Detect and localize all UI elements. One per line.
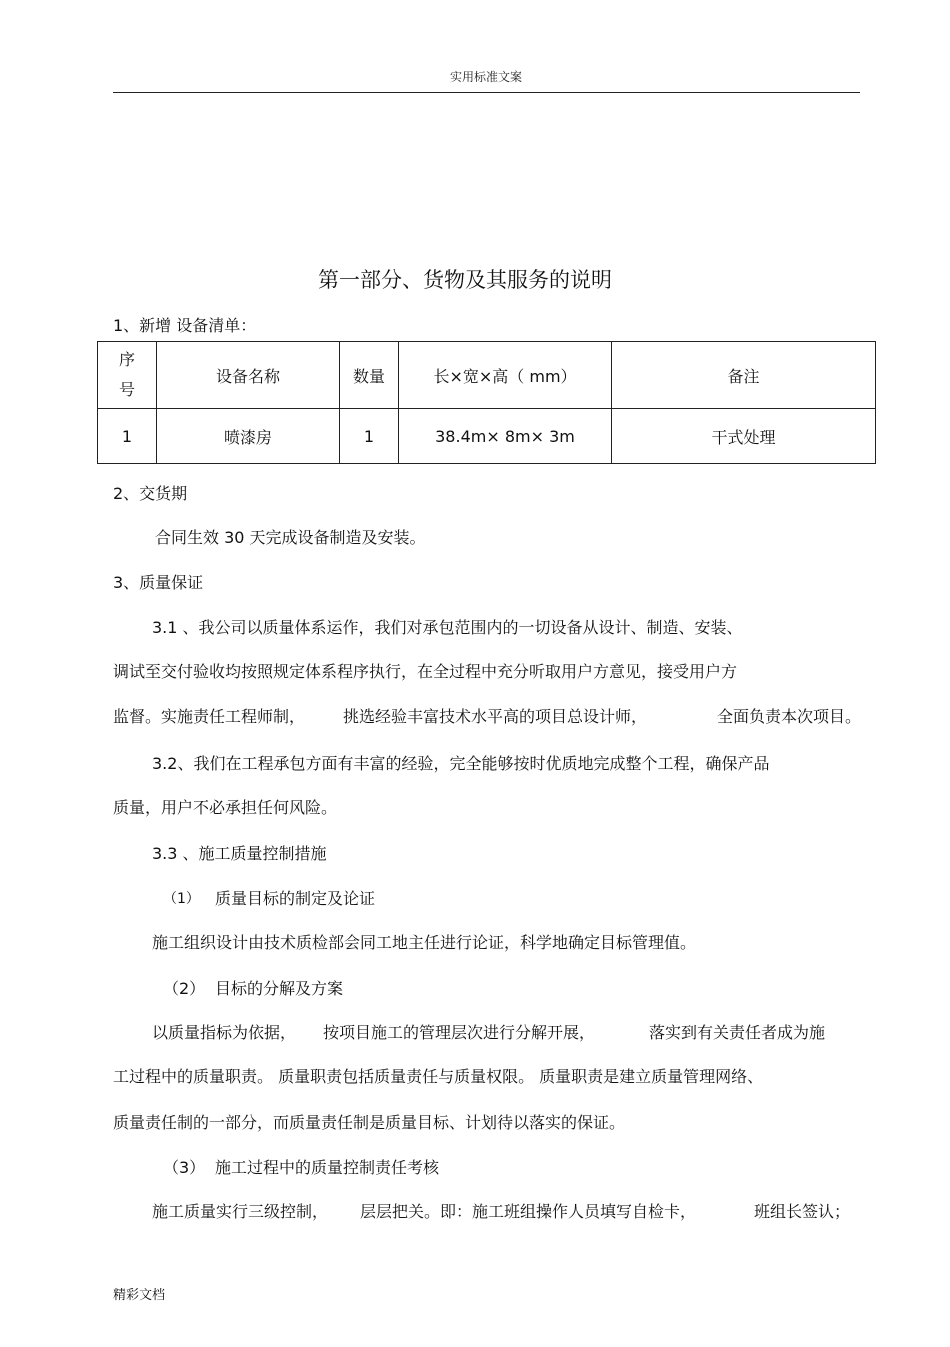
header-divider xyxy=(113,92,860,93)
item1-text: 施工组织设计由技术质检部会同工地主任进行论证，科学地确定目标管理值。 xyxy=(152,933,697,952)
p32-line2: 质量，用户不必承担任何风险。 xyxy=(113,798,338,817)
item1-title: 质量目标的制定及论证 xyxy=(215,889,376,908)
item2-line1a: 以质量指标为依据， xyxy=(152,1023,297,1042)
p31-line3c: 全面负责本次项目。 xyxy=(717,707,862,726)
p31-line3b: 挑选经验丰富技术水平高的项目总设计师， xyxy=(343,707,648,726)
item2-line1c: 落实到有关责任者成为施 xyxy=(649,1023,826,1042)
table-cell-note: 干式处理 xyxy=(612,409,876,464)
item2-title: 目标的分解及方案 xyxy=(215,979,344,998)
table-cell-no: 1 xyxy=(98,409,157,464)
table-header-row xyxy=(98,342,876,409)
page-header: 实用标准文案 xyxy=(449,70,522,84)
page-footer: 精彩文档 xyxy=(113,1288,166,1303)
section2-text: 合同生效 30 天完成设备制造及安装。 xyxy=(155,528,426,547)
p31-line2: 调试至交付验收均按照规定体系程序执行，在全过程中充分听取用户方意见，接受用户方 xyxy=(113,662,738,681)
item3-line1c: 班组长签认； xyxy=(754,1202,851,1221)
item3-line1a: 施工质量实行三级控制， xyxy=(152,1202,329,1221)
p31-line3a: 监督。实施责任工程师制， xyxy=(113,707,306,726)
table-header-cell: 长×宽×高（ mm） xyxy=(399,342,612,409)
table-cell-size: 38.4m× 8m× 3m xyxy=(399,409,612,464)
section2-heading: 2、交货期 xyxy=(113,484,188,503)
item2-line1b: 按项目施工的管理层次进行分解开展， xyxy=(323,1023,596,1042)
section1-heading: 1、新增 设备清单： xyxy=(113,316,257,335)
table-header-cell: 序 号 xyxy=(98,342,157,409)
table-header-cell: 数量 xyxy=(340,342,399,409)
item3-title: 施工过程中的质量控制责任考核 xyxy=(215,1158,440,1177)
item3-line1b: 层层把关。即：施工班组操作人员填写自检卡， xyxy=(360,1202,697,1221)
item1-number: （1） xyxy=(163,891,200,907)
table-cell-name: 喷漆房 xyxy=(157,409,340,464)
p31-line1: 3.1 、我公司以质量体系运作，我们对承包范围内的一切设备从设计、制造、安装、 xyxy=(152,618,743,637)
equipment-table xyxy=(97,341,876,464)
table-cell-qty: 1 xyxy=(340,409,399,464)
item2-number: （2） xyxy=(163,979,206,998)
item2-line3: 质量责任制的一部分，而质量责任制是质量目标、计划待以落实的保证。 xyxy=(113,1113,626,1132)
table-header-cell: 备注 xyxy=(612,342,876,409)
page-title: 第一部分、货物及其服务的说明 xyxy=(318,268,612,292)
item2-line2: 工过程中的质量职责。 质量职责包括质量责任与质量权限。 质量职责是建立质量管理网络、 xyxy=(113,1067,764,1086)
p33-heading: 3.3 、施工质量控制措施 xyxy=(152,844,327,863)
section3-heading: 3、质量保证 xyxy=(113,573,204,592)
table-header-cell: 设备名称 xyxy=(157,342,340,409)
item3-number: （3） xyxy=(163,1158,206,1177)
table-row xyxy=(98,409,876,464)
p32-line1: 3.2、我们在工程承包方面有丰富的经验，完全能够按时优质地完成整个工程，确保产品 xyxy=(152,754,770,773)
